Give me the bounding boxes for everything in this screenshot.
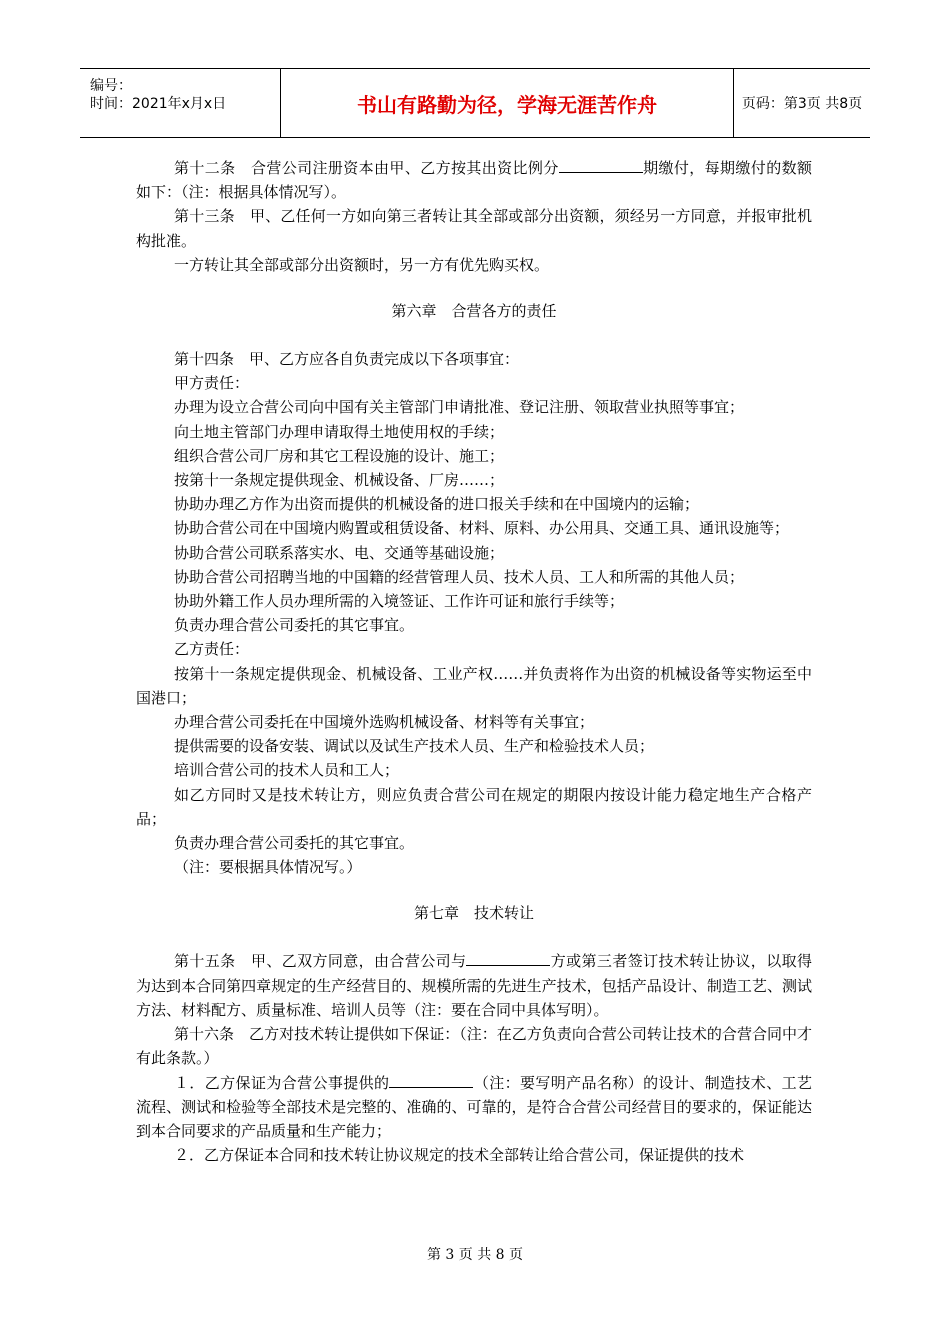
- party-b-item: 提供需要的设备安装、调试以及试生产技术人员、生产和检验技术人员；: [174, 737, 655, 756]
- party-a-item: 协助办理乙方作为出资而提供的机械设备的进口报关手续和在中国境内的运输；: [174, 495, 700, 514]
- article-13: 第十三条 甲、乙任何一方如向第三者转让其全部或部分出资额，须经另一方同意，并报审批机构批准。: [136, 207, 812, 250]
- header-motto: 书山有路勤为径，学海无涯苦作舟: [281, 69, 734, 137]
- party-b-item: 按第十一条规定提供现金、机械设备、工业产权……并负责将作为出资的机械设备等实物运至中国港口；: [136, 664, 812, 707]
- chapter-6-heading: 第六章 合营各方的责任: [391, 302, 557, 321]
- article-12: [136, 156, 812, 204]
- blank-line: [466, 951, 550, 966]
- party-a-item: 负责办理合营公司委托的其它事宜。: [174, 616, 415, 635]
- party-a-item: 按第十一条规定提供现金、机械设备、厂房……；: [174, 471, 505, 490]
- party-a-item: 向土地主管部门办理申请取得土地使用权的手续；: [174, 422, 505, 441]
- article-13-clause-2: 一方转让其全部或部分出资额时，另一方有优先购买权。: [174, 255, 550, 274]
- document-body: [136, 156, 812, 1167]
- party-a-item: 协助合营公司招聘当地的中国籍的经营管理人员、技术人员、工人和所需的其他人员；: [174, 567, 745, 586]
- note: （注：要根据具体情况写。）: [174, 858, 362, 877]
- article-15-text-b: 方或第三者签订技术转让协议，以取得为达到本合同第四章规定的生产经营目的、规模所需的先进生产技术，包括产品设计、制造工艺、测试方法、材料配方、质量标准、培训人员等（注：要在合同中具体写明）。: [136, 952, 812, 1019]
- article-16: 第十六条 乙方对技术转让提供如下保证：（注：在乙方负责向合营公司转让技术的合营合同中才有此条款。）: [136, 1025, 812, 1068]
- party-b-item: 办理合营公司委托在中国境外选购机械设备、材料等有关事宜；: [174, 713, 595, 732]
- header-meta-cell: [80, 69, 281, 137]
- party-a-item: 协助合营公司联系落实水、电、交通等基础设施；: [174, 543, 505, 562]
- party-a-heading: 甲方责任：: [174, 374, 250, 393]
- document-date-label: 时间：2021年x月x日: [90, 96, 227, 112]
- party-b-item: 培训合营公司的技术人员和工人；: [174, 761, 400, 780]
- article-15: [136, 949, 812, 1022]
- party-a-item: 协助合营公司在中国境内购置或租赁设备、材料、原料、办公用具、交通工具、通讯设施等；: [174, 519, 790, 538]
- article-12-text-a: 第十二条 合营公司注册资本由甲、乙方按其出资比例分: [174, 159, 559, 177]
- party-b-item: 负责办理合营公司委托的其它事宜。: [174, 834, 415, 853]
- blank-line: [559, 158, 643, 173]
- party-a-item: 协助外籍工作人员办理所需的入境签证、工作许可证和旅行手续等；: [174, 592, 625, 611]
- party-a-item: 组织合营公司厂房和其它工程设施的设计、施工；: [174, 446, 505, 465]
- document-number-label: 编号：: [90, 78, 132, 94]
- guarantee-1-text-b: （注：要写明产品名称）的设计、制造技术、工艺流程、测试和检验等全部技术是完整的、准确的、可靠的，是符合合营公司经营目的要求的，保证能达到本合同要求的产品质量和生产能力；: [136, 1073, 812, 1140]
- chapter-7-heading: 第七章 技术转让: [413, 904, 534, 923]
- party-b-heading: 乙方责任：: [174, 640, 250, 659]
- header-page-indicator: 页码：第3页 共8页: [741, 96, 863, 112]
- page-footer: 第 3 页 共 8 页: [426, 1247, 524, 1263]
- guarantee-2: ２．乙方保证本合同和技术转让协议规定的技术全部转让给合营公司，保证提供的技术: [174, 1146, 745, 1165]
- blank-line: [389, 1073, 473, 1088]
- party-b-item: 如乙方同时又是技术转让方，则应负责合营公司在规定的期限内按设计能力稳定地生产合格产品；: [136, 785, 812, 828]
- party-a-item: 办理为设立合营公司向中国有关主管部门申请批准、登记注册、领取营业执照等事宜；: [174, 398, 745, 417]
- article-15-text-a: 第十五条 甲、乙双方同意，由合营公司与: [174, 952, 467, 971]
- header-table: [80, 68, 870, 138]
- guarantee-1: [136, 1071, 812, 1144]
- article-14: 第十四条 甲、乙方应各自负责完成以下各项事宜：: [174, 350, 520, 369]
- guarantee-1-text-a: １．乙方保证为合营公事提供的: [174, 1073, 390, 1092]
- article-12-text-b: 期缴付，每期缴付的数额如下：（注：根据具体情况写）。: [136, 159, 812, 202]
